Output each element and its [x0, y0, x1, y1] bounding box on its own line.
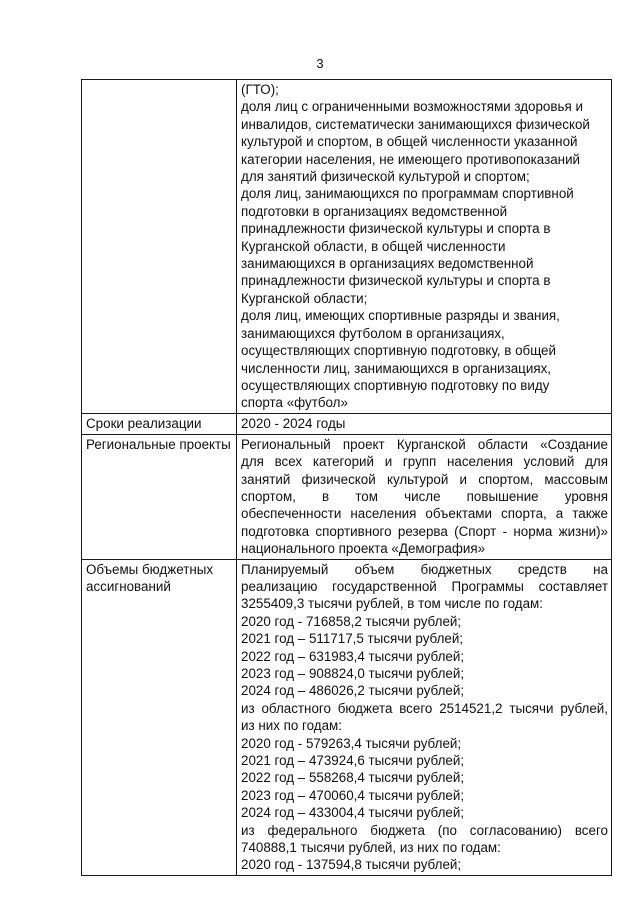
- page-number: 3: [316, 56, 324, 71]
- text-line: 2024 год – 433004,4 тысячи рублей;: [241, 805, 465, 821]
- budget-row: [82, 559, 612, 875]
- text-line: занятий физической культурой и спортом, массовым: [241, 471, 608, 487]
- text-line: 2023 год – 470060,4 тысячи рублей;: [241, 787, 465, 803]
- text-line: культурой и спортом, в общей численности указанной: [241, 134, 578, 150]
- program-passport-table: [81, 79, 612, 876]
- text-line: спортом, в том числе повышение уровня: [241, 488, 608, 504]
- regional-projects-value: [237, 434, 612, 559]
- text-line: доля лиц с ограниченными возможностями здоровья и: [241, 99, 583, 115]
- text-line: принадлежности физической культуры и спорта в: [241, 273, 551, 289]
- term-row: [82, 413, 612, 434]
- regional-projects-label: Региональные проекты: [82, 434, 237, 559]
- text-line: Курганской области;: [241, 290, 368, 306]
- text-line: 2024 год – 486026,2 тысячи рублей;: [241, 683, 465, 699]
- text-line: для всех категорий и групп населения условий для: [241, 454, 608, 470]
- text-line: 2023 год – 908824,0 тысячи рублей;: [241, 666, 465, 681]
- text-line: для занятий физической культурой и спортом;: [241, 169, 530, 185]
- budget-value: [237, 559, 612, 875]
- text-line: 2022 год – 558268,4 тысячи рублей;: [241, 770, 465, 786]
- text-line: 2020 год - 716858,2 тысячи рублей;: [241, 613, 462, 629]
- text-line: 2020 год - 579263,4 тысячи рублей;: [241, 735, 462, 751]
- text-line: подготовки в организациях ведомственной: [241, 203, 508, 219]
- text-line: численности лиц, занимающихся в организациях,: [241, 360, 551, 376]
- text-line: осуществляющих спортивную подготовку, в общей: [241, 343, 556, 359]
- text-line: Планируемый объем бюджетных средств на: [241, 561, 608, 577]
- text-line: реализацию государственной Программы составляет: [241, 578, 608, 594]
- text-line: доля лиц, имеющих спортивные разряды и звания,: [241, 308, 560, 324]
- indicators-row: [82, 80, 612, 414]
- text-line: из федерального бюджета (по согласованию) всего: [241, 822, 608, 838]
- text-line: из областного бюджета всего 2514521,2 тысячи рублей,: [241, 700, 608, 716]
- text-line: 2020 - 2024 годы: [241, 415, 346, 431]
- text-line: доля лиц, занимающихся по программам спортивной: [241, 186, 574, 202]
- text-line: категории населения, не имеющего противопоказаний: [241, 151, 581, 167]
- text-line: 740888,1 тысячи рублей, из них по годам:: [241, 840, 501, 856]
- indicators-value-cell: [237, 80, 612, 414]
- text-line: занимающихся футболом в организациях,: [241, 325, 505, 341]
- text-line: 2021 год – 473924,6 тысячи рублей;: [241, 753, 465, 769]
- text-line: 2020 год - 137594,8 тысячи рублей;: [241, 857, 462, 873]
- text-line: Региональный проект Курганской области «Создание: [241, 436, 608, 452]
- regional-projects-row: [82, 434, 612, 559]
- text-line: осуществляющих спортивную подготовку по виду: [241, 377, 550, 393]
- term-value: [237, 413, 612, 434]
- text-line: из них по годам:: [241, 718, 342, 734]
- text-line: 2022 год – 631983,4 тысячи рублей;: [241, 648, 465, 664]
- text-line: инвалидов, систематически занимающихся физической: [241, 116, 590, 132]
- text-line: 3255409,3 тысячи рублей, в том числе по годам:: [241, 596, 543, 612]
- text-line: принадлежности физической культуры и спорта в: [241, 221, 551, 237]
- text-line: 2021 год – 511717,5 тысячи рублей;: [241, 631, 464, 647]
- budget-label: Объемы бюджетных ассигнований: [82, 559, 237, 875]
- text-line: обеспеченности населения объектами спорта, а также: [241, 506, 608, 522]
- text-line: национального проекта «Демография»: [241, 541, 486, 557]
- text-line: Курганской области, в общей численности: [241, 238, 506, 254]
- indicators-label-cell: [82, 80, 237, 414]
- term-label: Сроки реализации: [82, 413, 237, 434]
- text-line: занимающихся в организациях ведомственной: [241, 256, 534, 272]
- text-line: подготовка спортивного резерва (Спорт - норма жизни)»: [241, 523, 608, 539]
- text-line: (ГТО);: [241, 82, 279, 97]
- text-line: спорта «футбол»: [241, 395, 348, 411]
